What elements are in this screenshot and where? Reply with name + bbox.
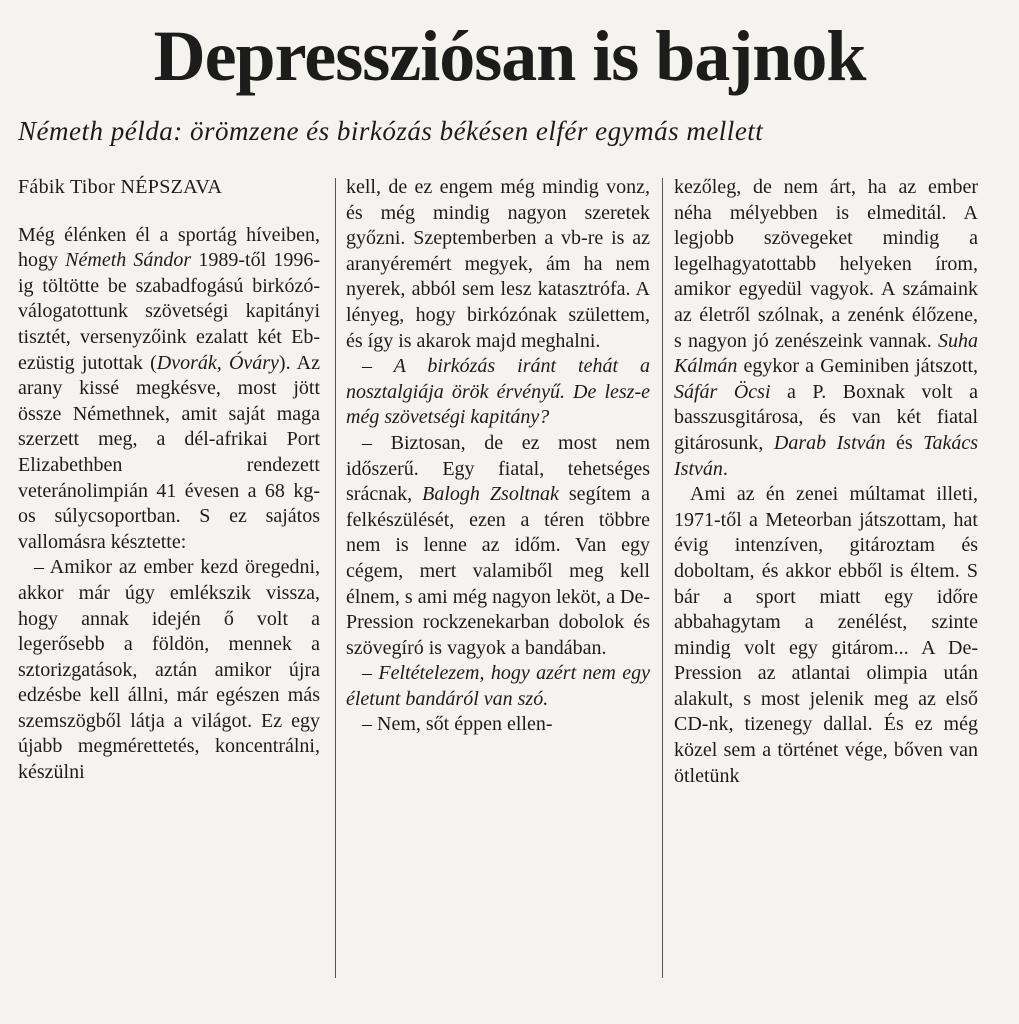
- interview-question: – Feltételezem, hogy azért nem egy életunt bandáról van szó.: [346, 662, 650, 710]
- column-divider: [335, 178, 336, 978]
- paragraph: kell, de ez engem még mindig vonz, és még mindig nagyon szeretek győzni. Szeptemberben a vb-re is az aranyéremért megyek, ám ha nem nyerek, abból sem lesz katasztrófa. A lényeg, hogy birkózónak születtem, és így is akarok majd meghalni.: [346, 176, 650, 352]
- paragraph: – Amikor az ember kezd öregedni, akkor már úgy emlékszik vissza, hogy annak idején ő volt a legerősebb a földön, mennek a sztorizgatások, aztán amikor újra edzésbe kell állni, már egészen más szemszögből látja a világot. Ez egy újabb megmérettetés, koncentrálni, készülni: [18, 556, 320, 784]
- person-name: Suha Kálmán: [674, 329, 978, 378]
- person-name: Darab István: [773, 431, 886, 454]
- article-body: [18, 175, 1008, 985]
- person-name: Dvorák, Óváry: [156, 351, 279, 374]
- column-divider: [662, 178, 663, 978]
- column-3: [674, 175, 978, 985]
- paragraph: – Nem, sőt éppen ellen-: [362, 713, 553, 736]
- headline: Depressziósan is bajnok: [153, 16, 866, 96]
- interview-question: – A birkózás iránt tehát a nosztalgiája örök érvényű. De lesz-e még szövetségi kapitány?: [346, 355, 650, 429]
- column-2: [346, 175, 650, 985]
- paragraph: kezőleg, de nem árt, ha az ember néha mélyebben is elmeditál. A legjobb szövegeket mindig a legelhagyatottabb helyeken írom, amikor egyedül vagyok. A számaink az életről szólnak, a zenénk élőzene, s nagyon jó zenészeink vannak. Suha Kálmán egykor a Geminiben játszott, Sáfár Öcsi a P. Boxnak volt a basszusgitárosa, és van két fiatal gitárosunk, Darab István és Takács István.: [674, 176, 978, 480]
- person-name: Takács István: [674, 431, 978, 480]
- byline: Fábik Tibor NÉPSZAVA: [18, 176, 223, 198]
- subheadline: Németh példa: örömzene és birkózás békésen elfér egymás mellett: [18, 116, 764, 146]
- column-1: [18, 175, 320, 985]
- paragraph: Még élénken él a sportág híveiben, hogy Németh Sándor 1989-től 1996-ig töltötte be szabadfogású birkózó-válogatottunk szövetségi kapitányi tisztét, versenyzőink ezalatt két Eb-ezüstig jutottak (Dvorák, Óváry). Az arany kissé megkésve, most jött össze Némethnek, amit saját maga szerzett meg, a dél-afrikai Port Elizabethben rendezett veteránolimpián 41 évesen a 68 kg-os súlycsoportban. S ez sajátos vallomásra késztette:: [18, 223, 320, 553]
- person-name: Balogh Zsoltnak: [422, 483, 559, 506]
- paragraph: – Biztosan, de ez most nem időszerű. Egy fiatal, tehetséges srácnak, Balogh Zsoltnak segítem a felkészülését, ezen a téren többre nem is lenne az időm. Van egy cégem, mert valamiből meg kell élnem, s ami még nagyon leköt, a De-Pression rockzenekarban dobolok és szövegíró is vagyok a bandában.: [346, 431, 650, 659]
- person-name: Németh Sándor: [65, 249, 192, 272]
- paragraph: Ami az én zenei múltamat illeti, 1971-től a Meteorban játszottam, hat évig intenzíven, gitároztam és doboltam, és akkor ebből is éltem. S bár a sport miatt egy időre abbahagytam a zenélést, szinte mindig volt egy gitárom... A De-Pression az atlantai olimpia után alakult, s most jelenik meg az első CD-nk, tizenegy dallal. És ez még közel sem a történet vége, bőven van ötletünk: [674, 483, 978, 787]
- person-name: Sáfár Öcsi: [674, 380, 771, 403]
